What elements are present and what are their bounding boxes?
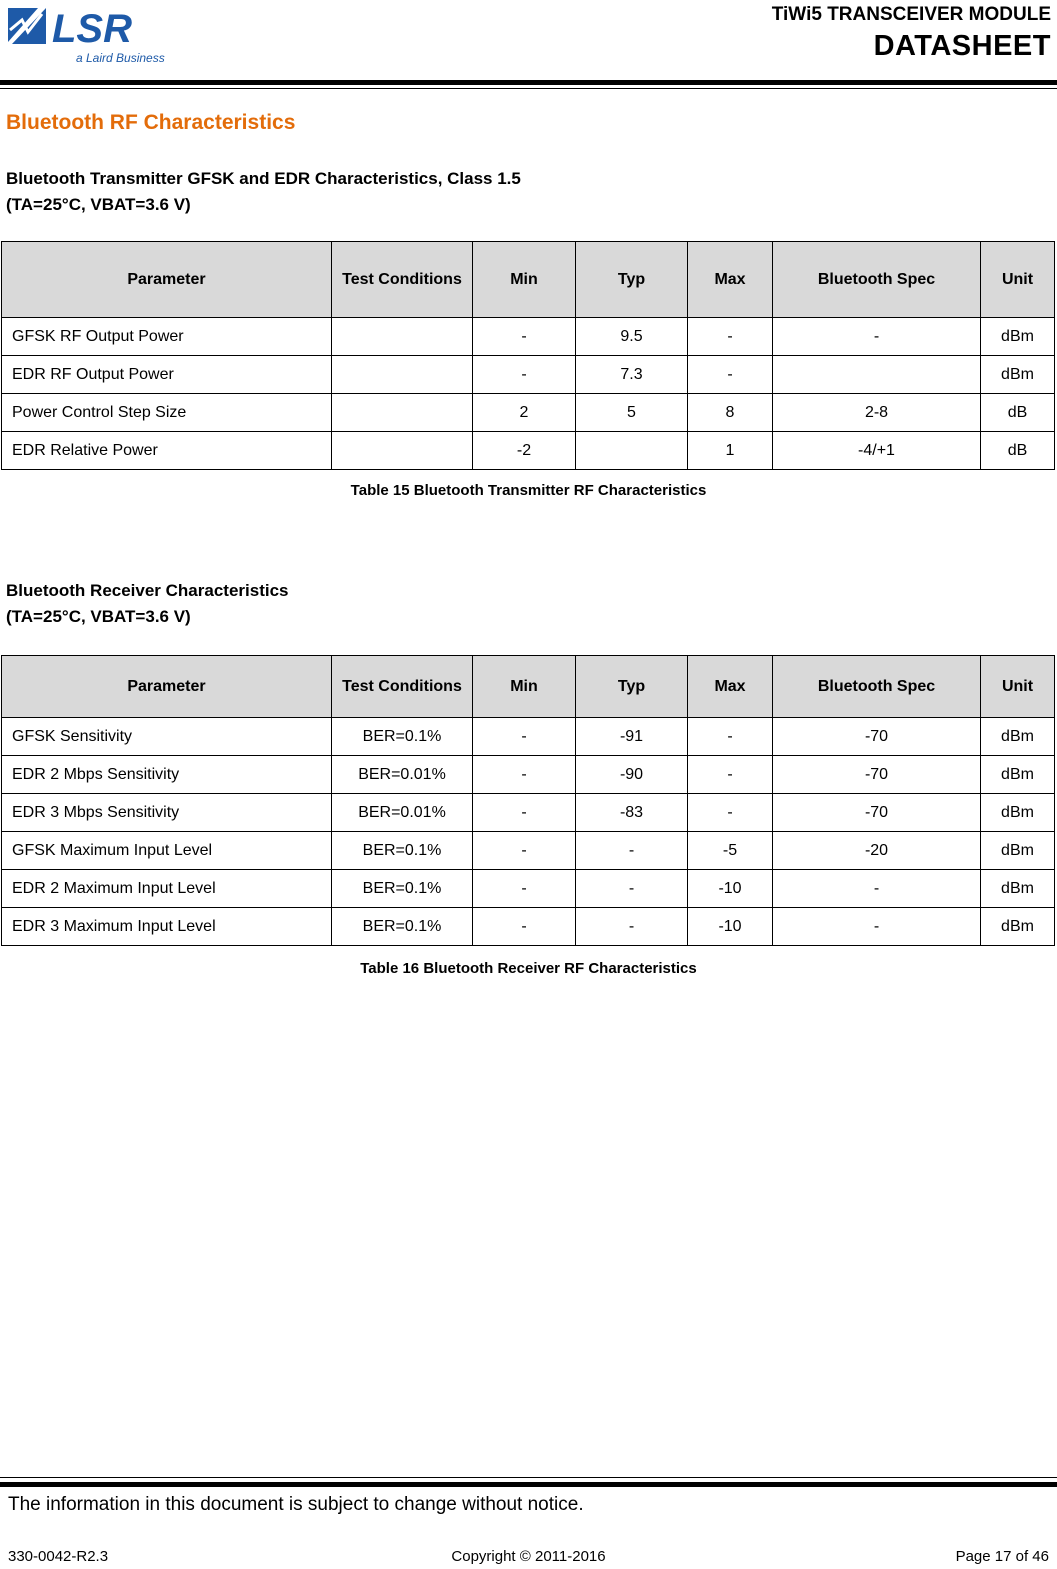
column-header: Parameter (2, 656, 332, 718)
rx-table (1, 655, 1055, 946)
header-rule-thin (0, 88, 1057, 89)
doc-number: 330-0042-R2.3 (8, 1548, 109, 1565)
table-cell: dB (981, 432, 1055, 470)
table-row (2, 394, 1055, 432)
column-header: Test Conditions (332, 242, 473, 318)
table-row (2, 718, 1055, 756)
tx-table (1, 241, 1055, 470)
tx-title (6, 166, 521, 218)
table-cell: -90 (576, 756, 688, 794)
table-cell: BER=0.01% (332, 756, 473, 794)
table-cell: GFSK Sensitivity (2, 718, 332, 756)
table-cell: BER=0.01% (332, 794, 473, 832)
table-cell: -83 (576, 794, 688, 832)
table-cell: - (773, 908, 981, 946)
column-header: Max (688, 242, 773, 318)
table-cell: dB (981, 394, 1055, 432)
column-header: Test Conditions (332, 656, 473, 718)
table-cell: GFSK RF Output Power (2, 318, 332, 356)
logo-tagline: a Laird Business (76, 51, 165, 65)
column-header: Typ (576, 242, 688, 318)
table-cell: - (473, 794, 576, 832)
table-cell: dBm (981, 794, 1055, 832)
column-header: Unit (981, 656, 1055, 718)
footer-rule-thick (0, 1482, 1057, 1487)
table-cell: dBm (981, 908, 1055, 946)
section-title: Bluetooth RF Characteristics (6, 111, 296, 134)
table-cell (773, 356, 981, 394)
table-cell: EDR 2 Mbps Sensitivity (2, 756, 332, 794)
table-cell: dBm (981, 356, 1055, 394)
rx-header-row (2, 656, 1055, 718)
table-cell: 2 (473, 394, 576, 432)
table-row (2, 756, 1055, 794)
column-header: Typ (576, 656, 688, 718)
header-rule-thick (0, 80, 1057, 85)
logo-wordmark: LSR (52, 7, 132, 51)
tx-table-caption: Table 15 Bluetooth Transmitter RF Characteristics (350, 482, 707, 499)
table-cell: - (473, 832, 576, 870)
table-row (2, 832, 1055, 870)
table-cell: 1 (688, 432, 773, 470)
table-cell: -70 (773, 756, 981, 794)
column-header: Bluetooth Spec (773, 242, 981, 318)
column-header: Parameter (2, 242, 332, 318)
table-cell: EDR RF Output Power (2, 356, 332, 394)
column-header: Bluetooth Spec (773, 656, 981, 718)
table-cell: - (576, 908, 688, 946)
rx-table-caption: Table 16 Bluetooth Receiver RF Characteristics (360, 960, 697, 977)
lsr-logo (6, 2, 165, 66)
table-cell: BER=0.1% (332, 832, 473, 870)
table-cell: - (688, 318, 773, 356)
table-cell: - (688, 718, 773, 756)
copyright: Copyright © 2011-2016 (451, 1548, 606, 1565)
table-cell: 8 (688, 394, 773, 432)
table-cell: Power Control Step Size (2, 394, 332, 432)
doc-type: DATASHEET (873, 30, 1051, 62)
table-cell (576, 432, 688, 470)
table-cell: - (473, 870, 576, 908)
column-header: Max (688, 656, 773, 718)
tx-title-line2: (TA=25°C, VBAT=3.6 V) (6, 195, 191, 214)
table-cell: dBm (981, 318, 1055, 356)
table-cell: dBm (981, 756, 1055, 794)
table-cell: dBm (981, 718, 1055, 756)
table-cell: -20 (773, 832, 981, 870)
table-cell: 9.5 (576, 318, 688, 356)
table-cell: - (688, 794, 773, 832)
rx-title-line1: Bluetooth Receiver Characteristics (6, 581, 289, 600)
table-cell: -70 (773, 794, 981, 832)
table-cell: - (576, 870, 688, 908)
table-cell: -91 (576, 718, 688, 756)
table-cell: BER=0.1% (332, 870, 473, 908)
table-cell: - (473, 908, 576, 946)
tx-header-row (2, 242, 1055, 318)
table-cell: -4/+1 (773, 432, 981, 470)
table-cell: -70 (773, 718, 981, 756)
table-cell: - (473, 718, 576, 756)
table-cell: dBm (981, 870, 1055, 908)
table-cell: -5 (688, 832, 773, 870)
document-title (772, 2, 1051, 64)
table-cell (332, 432, 473, 470)
table-cell: - (576, 832, 688, 870)
table-cell: BER=0.1% (332, 718, 473, 756)
column-header: Unit (981, 242, 1055, 318)
tx-title-line1: Bluetooth Transmitter GFSK and EDR Characteristics, Class 1.5 (6, 169, 521, 188)
table-cell: - (473, 756, 576, 794)
table-cell: -2 (473, 432, 576, 470)
table-cell: - (688, 756, 773, 794)
rx-title (6, 578, 289, 630)
table-cell: 7.3 (576, 356, 688, 394)
table-cell: GFSK Maximum Input Level (2, 832, 332, 870)
lsr-logo-icon (6, 2, 165, 66)
table-row (2, 356, 1055, 394)
table-cell: BER=0.1% (332, 908, 473, 946)
table-cell: - (688, 356, 773, 394)
table-cell: -10 (688, 870, 773, 908)
footer-rule-thin (0, 1477, 1057, 1478)
table-cell (332, 394, 473, 432)
table-cell: dBm (981, 832, 1055, 870)
table-row (2, 318, 1055, 356)
table-cell: EDR 2 Maximum Input Level (2, 870, 332, 908)
table-row (2, 870, 1055, 908)
page-number: Page 17 of 46 (955, 1548, 1049, 1565)
table-cell: - (473, 356, 576, 394)
column-header: Min (473, 656, 576, 718)
table-cell: 2-8 (773, 394, 981, 432)
module-title: TiWi5 TRANSCEIVER MODULE (771, 4, 1051, 25)
table-cell (332, 356, 473, 394)
table-cell: EDR 3 Mbps Sensitivity (2, 794, 332, 832)
footer-notice: The information in this document is subject to change without notice. (8, 1494, 584, 1515)
table-cell: EDR Relative Power (2, 432, 332, 470)
table-cell: 5 (576, 394, 688, 432)
column-header: Min (473, 242, 576, 318)
table-row (2, 432, 1055, 470)
table-cell: - (473, 318, 576, 356)
table-cell: - (773, 870, 981, 908)
table-cell: EDR 3 Maximum Input Level (2, 908, 332, 946)
table-row (2, 794, 1055, 832)
rx-title-line2: (TA=25°C, VBAT=3.6 V) (6, 607, 191, 626)
table-cell (332, 318, 473, 356)
table-row (2, 908, 1055, 946)
table-cell: -10 (688, 908, 773, 946)
table-cell: - (773, 318, 981, 356)
